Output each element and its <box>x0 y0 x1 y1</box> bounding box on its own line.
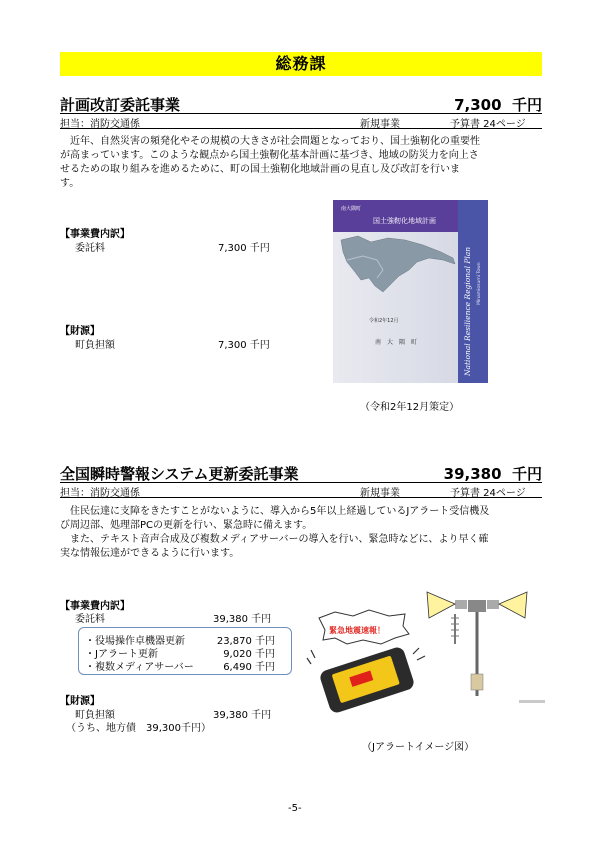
sub-item-label: ・役場操作卓機器更新 <box>85 636 185 647</box>
cover-vertical-title: National Resilience Regional Plan <box>463 246 472 376</box>
sub-item-value: 23,870 千円 <box>216 636 275 647</box>
section-1-title: 計画改訂委託事業 <box>60 96 181 114</box>
cover-vertical-sub: Minamiosumi Town <box>477 262 482 305</box>
section-1-breakdown-label: 委託料 <box>75 243 105 254</box>
section-2-funding-heading: 【財源】 <box>60 696 100 707</box>
section-1-type: 新規事業 <box>360 119 400 130</box>
section-1-budget-ref: 予算書 24ページ <box>450 119 526 130</box>
section-2-divider-bottom <box>60 497 542 498</box>
section-1-funding-value: 7,300 千円 <box>218 340 270 351</box>
siren-pole-icon <box>451 600 499 696</box>
cover-title-band <box>333 200 458 232</box>
cover-org: 南 大 隅 町 <box>375 339 418 346</box>
section-2-caption: （Jアラートイメージ図） <box>362 742 475 753</box>
sub-item-label: ・複数メディアサーバー <box>85 662 194 673</box>
cover-band-title: 国土強靭化地域計画 <box>373 217 436 225</box>
copyright-mark <box>519 700 545 703</box>
section-2-breakdown-value: 39,380 千円 <box>213 614 272 625</box>
section-2-funding-label: 町負担額 <box>75 710 115 721</box>
section-2-title: 全国瞬時警報システム更新委託事業 <box>60 465 299 483</box>
section-1-breakdown-value: 7,300 千円 <box>218 243 270 254</box>
section-1-divider-bottom <box>60 128 542 129</box>
jalert-illustration <box>305 588 550 718</box>
section-2-funding-note: （うち、地方債 39,300千円） <box>66 723 211 734</box>
section-2-description: 住民伝達に支障をきたすことがないように、導入から5年以上経過しているJアラート受信機及 び周辺部、処理部PCの更新を行い、緊急時に備えます。 また、テキスト音声合成及び複数メディアサーバーの導入を行い、緊急時などに、より早く確 実な情報伝達ができるように行います。 <box>60 506 490 559</box>
smartphone-icon <box>318 645 415 714</box>
plan-cover-image <box>333 200 488 383</box>
sub-item-value: 9,020 千円 <box>223 649 275 660</box>
cover-band-small: 南大隅町 <box>341 206 362 212</box>
sound-cone-right-icon <box>499 592 527 618</box>
section-1-description: 近年、自然災害の頻発化やその規模の大きさが社会問題となっており、国土強靭化の重要性 が高まっています。このような観点から国土強靭化基本計画に基づき、地域の防災力を向上さ せるための取り組みを進めるために、町の国土強靭化地域計画の見直し及び改訂を行いま す。 <box>60 136 480 189</box>
cover-date: 令和2年12月 <box>369 318 399 324</box>
sound-cone-left-icon <box>427 592 455 618</box>
sub-item-value: 6,490 千円 <box>223 662 275 673</box>
section-2-breakdown-heading: 【事業費内訳】 <box>60 601 130 612</box>
section-2-budget-ref: 予算書 24ページ <box>450 488 526 499</box>
department-banner: 総務課 <box>60 52 542 76</box>
section-1-divider <box>60 113 542 114</box>
section-2-amount: 39,380 千円 <box>443 465 542 483</box>
section-1-owner: 担当：消防交通係 <box>60 119 140 130</box>
section-2-funding-value: 39,380 千円 <box>213 710 272 721</box>
section-1-amount: 7,300 千円 <box>454 96 542 114</box>
section-1-caption: （令和2年12月策定） <box>360 402 460 413</box>
section-1-breakdown-heading: 【事業費内訳】 <box>60 229 130 240</box>
alert-bubble-text: 緊急地震速報！ <box>329 626 385 635</box>
section-2-breakdown-label: 委託料 <box>75 614 105 625</box>
section-1-funding-heading: 【財源】 <box>60 326 100 337</box>
section-2-divider <box>60 482 542 483</box>
section-2-owner: 担当：消防交通係 <box>60 488 140 499</box>
sub-item-label: ・Jアラート更新 <box>85 649 158 660</box>
page-number: -5- <box>288 803 302 814</box>
section-2-type: 新規事業 <box>360 488 400 499</box>
section-1-funding-label: 町負担額 <box>75 340 115 351</box>
